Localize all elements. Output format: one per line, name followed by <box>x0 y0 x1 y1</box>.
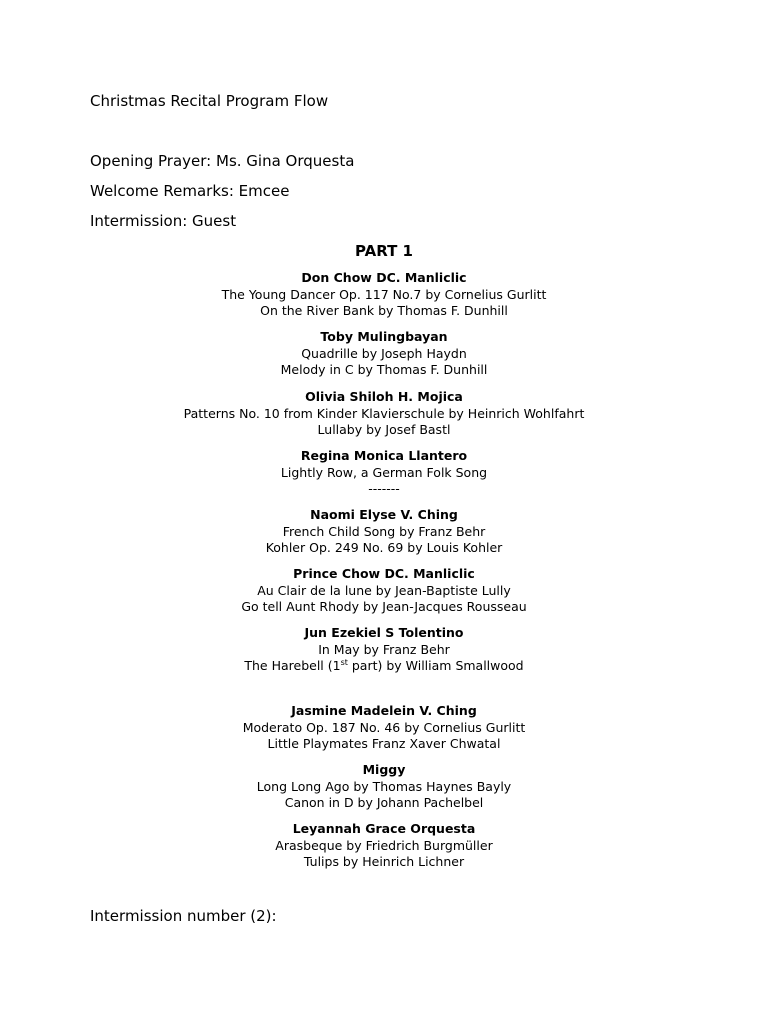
piece: The Young Dancer Op. 117 No.7 by Cornelius Gurlitt <box>221 286 547 302</box>
performer-name: Olivia Shiloh H. Mojica <box>305 389 463 404</box>
performer-block <box>0 821 768 871</box>
piece: ------- <box>368 481 400 496</box>
performer-name: Jun Ezekiel S Tolentino <box>304 625 464 640</box>
piece: Tulips by Heinrich Lichner <box>303 854 465 869</box>
performer-block <box>0 329 768 379</box>
piece-text-before: The Harebell (1 <box>244 658 341 673</box>
piece-with-superscript <box>0 658 768 675</box>
performer-block <box>0 389 768 439</box>
piece: Lullaby by Josef Bastl <box>317 422 451 437</box>
piece: Au Clair de la lune by Jean-Baptiste Lully <box>257 582 511 598</box>
performer-block <box>0 566 768 616</box>
performer-block <box>0 270 768 320</box>
piece: Quadrille by Joseph Haydn <box>301 345 467 361</box>
document-title: Christmas Recital Program Flow <box>90 92 329 110</box>
performer-name: Prince Chow DC. Manliclic <box>293 566 475 581</box>
piece: Melody in C by Thomas F. Dunhill <box>280 362 488 377</box>
performer-name: Toby Mulingbayan <box>320 329 448 344</box>
piece: Lightly Row, a German Folk Song <box>280 464 488 480</box>
piece: On the River Bank by Thomas F. Dunhill <box>260 303 508 318</box>
performer-name: Naomi Elyse V. Ching <box>310 507 458 522</box>
performer-name: Don Chow DC. Manliclic <box>301 270 467 285</box>
piece: Patterns No. 10 from Kinder Klavierschule by Heinrich Wohlfahrt <box>183 405 585 421</box>
performer-name: Regina Monica Llantero <box>300 448 468 463</box>
performer-block <box>0 703 768 753</box>
performer-name: Jasmine Madelein V. Ching <box>291 703 477 718</box>
piece: Moderato Op. 187 No. 46 by Cornelius Gurlitt <box>242 719 526 735</box>
performer-block <box>0 762 768 812</box>
superscript-ordinal: st <box>340 658 348 667</box>
performer-name: Leyannah Grace Orquesta <box>292 821 476 836</box>
piece: Long Long Ago by Thomas Haynes Bayly <box>256 778 512 794</box>
piece: In May by Franz Behr <box>318 641 450 657</box>
welcome-remarks: Welcome Remarks: Emcee <box>90 182 290 200</box>
piece: Kohler Op. 249 No. 69 by Louis Kohler <box>265 540 503 555</box>
intermission-2: Intermission number (2): <box>90 907 277 925</box>
piece: Canon in D by Johann Pachelbel <box>284 795 484 810</box>
performer-block <box>0 448 768 498</box>
opening-prayer: Opening Prayer: Ms. Gina Orquesta <box>90 152 355 170</box>
piece: Go tell Aunt Rhody by Jean-Jacques Rousseau <box>241 599 527 614</box>
piece: Little Playmates Franz Xaver Chwatal <box>267 736 501 751</box>
piece: Arasbeque by Friedrich Burgmüller <box>275 837 493 853</box>
performer-block <box>0 625 768 675</box>
performer-block <box>0 507 768 557</box>
performer-name: Miggy <box>362 762 406 777</box>
part-heading: PART 1 <box>355 242 413 260</box>
piece: French Child Song by Franz Behr <box>282 523 486 539</box>
piece-text-after: part) by William Smallwood <box>347 658 524 673</box>
intermission: Intermission: Guest <box>90 212 237 230</box>
